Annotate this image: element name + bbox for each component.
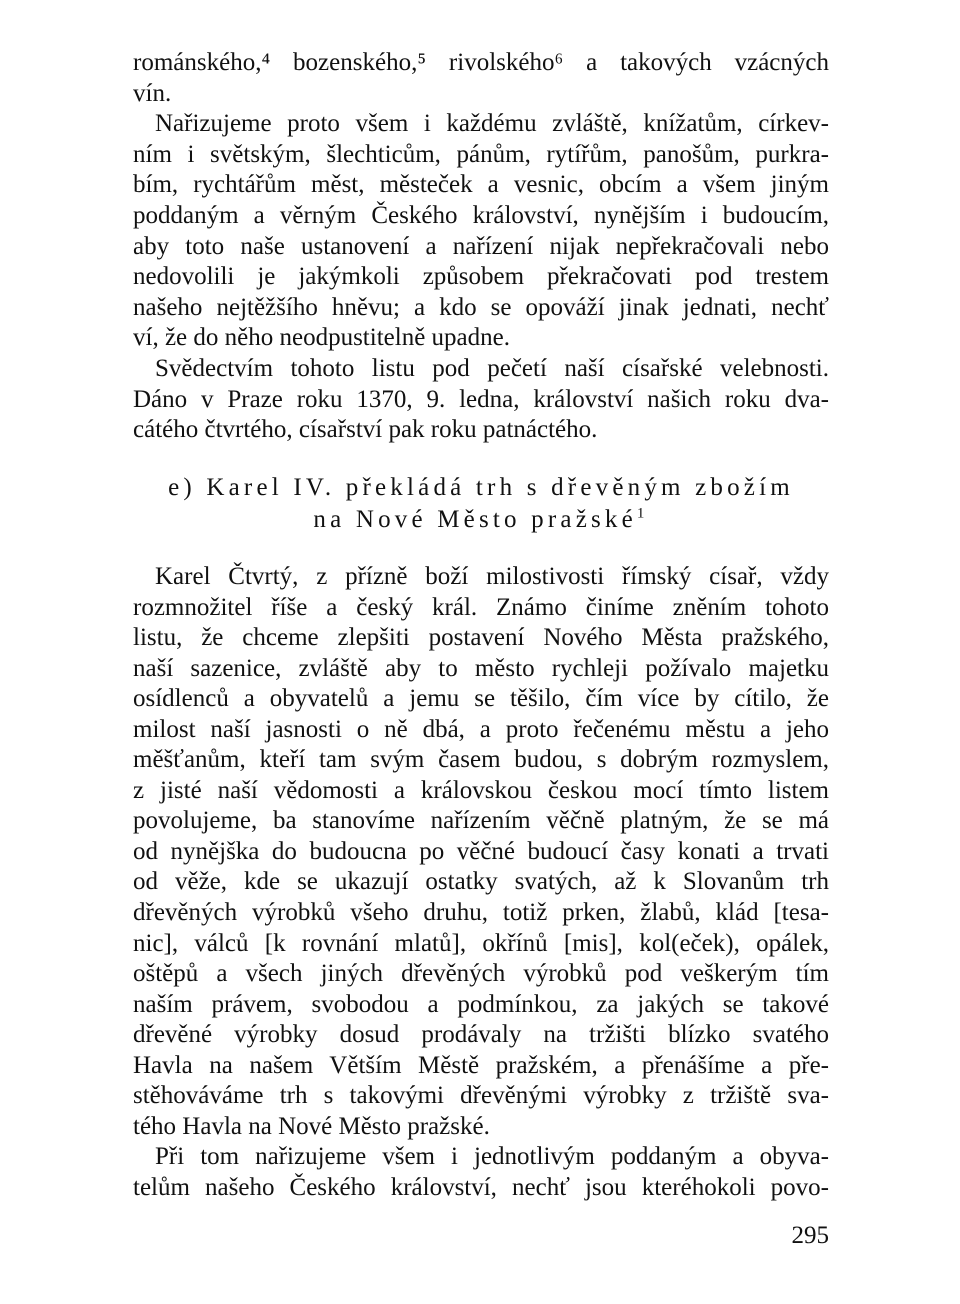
text-line: dřevěné výrobky dosud prodávaly na tržišti blízko svatého	[133, 1021, 829, 1049]
section-heading	[133, 472, 829, 536]
paragraph-order-subjects	[133, 1142, 829, 1203]
paragraph-testimony	[133, 354, 829, 446]
body-text-bottom	[133, 562, 829, 1203]
text-line: Dáno v Praze roku 1370, 9. ledna, království našich roku dva-	[133, 385, 829, 413]
text-line: listu, že chceme zlepšiti postavení Nového Města pražského,	[133, 624, 829, 652]
text-line: oštěpů a všech jiných dřevěných výrobků pod veškerým tím	[133, 960, 829, 988]
paragraph-charter	[133, 562, 829, 1142]
text-line: nic], válců [k rovnání mlatů], okřínů [mis], kol(eček), opálek,	[133, 929, 829, 957]
text-line: tého Havla na Nové Město pražské.	[133, 1112, 490, 1140]
text-line: románského,⁴ bozenského,⁵ rivolského⁶ a takových vzácných	[133, 49, 829, 76]
text-line: vín.	[133, 79, 172, 107]
footnote-mark: 1	[636, 505, 649, 522]
text-line: od nynějška do budoucna po věčné budoucí časy konati a trvati	[133, 837, 829, 865]
text-line: bím, rychtářům měst, městeček a vesnic, obcím a všem jiným	[133, 171, 829, 199]
text-line: aby toto naše ustanovení a nařízení nijak nepřekračovali nebo	[133, 232, 829, 260]
text-line: ví, že do něho neodpustitelně upadne.	[133, 324, 510, 352]
text-line: Nařizujeme proto všem i každému zvláště, knížatům, církev-	[155, 110, 829, 138]
text-line: Svědectvím tohoto listu pod pečetí naší císařské velebnosti.	[155, 354, 829, 382]
text-line: Při tom nařizujeme všem i jednotlivým poddaným a obyva-	[155, 1143, 829, 1171]
text-line: z jisté naší vědomosti a královskou českou mocí tímto listem	[133, 776, 829, 804]
heading-line-2-text: na Nové Město pražské	[313, 506, 637, 533]
text-line: Havla na našem Větším Městě pražském, a přenášíme a pře-	[133, 1051, 829, 1079]
text-line: telům našeho Českého království, nechť jsou kteréhokoli povo-	[133, 1173, 829, 1201]
heading-line-2	[133, 504, 829, 536]
text-line: měšťanům, kteří tam svým časem budou, s dobrým rozmyslem,	[133, 746, 829, 774]
text-line: rozmnožitel říše a český král. Známo činíme zněním tohoto	[133, 593, 829, 621]
text-line: nedovolili je jakýmkoli způsobem překračovati pod trestem	[133, 263, 829, 291]
text-line: ním i světským, šlechticům, pánům, rytířům, panošům, purkra-	[133, 140, 829, 168]
text-line: Karel Čtvrtý, z přízně boží milostivosti římský císař, vždy	[155, 563, 829, 590]
text-line: našeho nejtěžšího hněvu; a kdo se opováží jinak jednati, nechť	[133, 293, 829, 321]
text-line: naším právem, svobodou a podmínkou, za jakých se takové	[133, 990, 829, 1018]
text-line: stěhováváme trh s takovými dřevěnými výrobky z tržiště sva-	[133, 1082, 829, 1110]
page-number: 295	[791, 1222, 829, 1249]
text-line: osídlenců a obyvatelů a jemu se těšilo, čím více by cítilo, že	[133, 685, 829, 713]
text-line: dřevěných výrobků všeho druhu, totiž prken, žlabů, klád [tesa-	[133, 899, 829, 927]
heading-line-1: e) Karel IV. překládá trh s dřevěným zbožím	[168, 474, 794, 501]
body-text-top	[133, 48, 829, 446]
text-line: naší sazenice, zvláště aby to město rychleji požívalo majetku	[133, 654, 829, 682]
text-line: milost naší jasnosti o ně dbá, a proto řečenému městu a jeho	[133, 715, 829, 743]
text-line: povolujeme, ba stanovíme nařízením věčně platným, že se má	[133, 807, 829, 835]
paragraph-wine-list	[133, 48, 829, 109]
text-line: cátého čtvrtého, císařství pak roku patnáctého.	[133, 416, 598, 444]
text-line: poddaným a věrným Českého království, nynějším i budoucím,	[133, 201, 829, 229]
paragraph-order	[133, 109, 829, 354]
text-line: od věže, kde se ukazují ostatky svatých, až k Slovanům trh	[133, 868, 829, 896]
